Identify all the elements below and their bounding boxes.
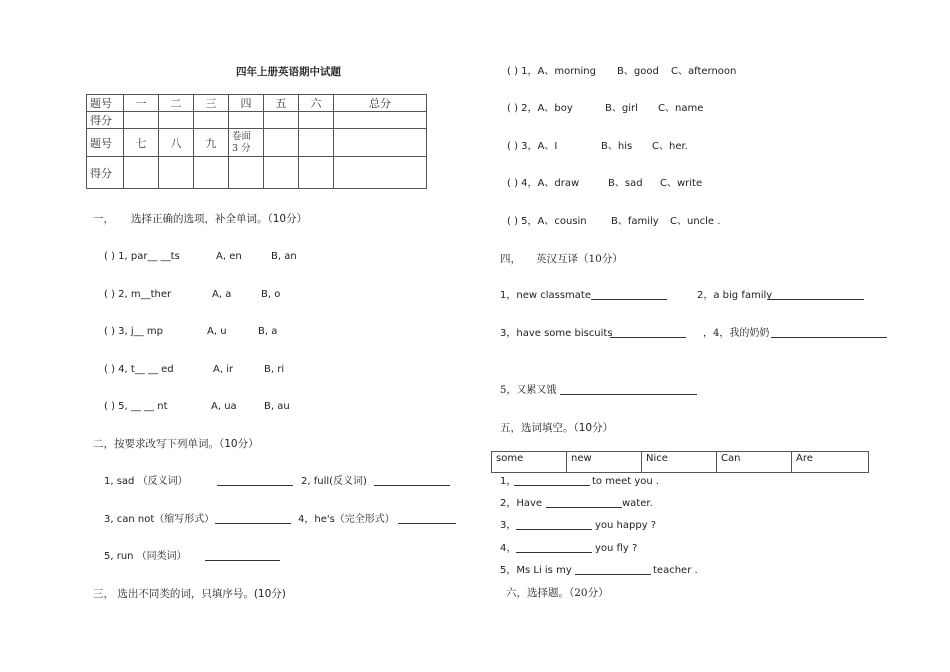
s4-q4-blank[interactable] [771, 328, 887, 338]
score-table [86, 94, 427, 189]
s5-q5-blank[interactable] [575, 565, 651, 575]
s3-q2-option-a: ( ) 2，A、boy [507, 103, 573, 114]
score-cell [299, 129, 334, 157]
score-cell: 七 [124, 129, 159, 157]
word-bank-cell: Can [717, 452, 792, 473]
s1-q5-option-b: B, au [264, 401, 290, 412]
s3-q1-option-c: C、afternoon [671, 66, 737, 77]
s4-q1-blank[interactable] [591, 290, 667, 300]
word-bank-table [491, 451, 869, 473]
score-cell [264, 112, 299, 129]
word-bank-cell: some [492, 452, 567, 473]
s1-q3-stem: ( ) 3, j__ mp [104, 326, 163, 337]
s4-q2: 2，a big family [697, 290, 773, 301]
s1-q2-option-a: A, a [212, 289, 232, 300]
s5-q1-prefix: 1， [500, 476, 517, 487]
s3-q1-option-a: ( ) 1，A、morning [507, 66, 596, 77]
section1-number: 一， [93, 213, 114, 225]
section3-heading: 三， 选出不同类的词，只填序号。(10分) [93, 588, 286, 600]
score-cell: 一 [124, 95, 159, 112]
s3-q1-option-b: B、good [617, 66, 659, 77]
score-table-row [87, 129, 427, 157]
s3-q4-option-a: ( ) 4，A、draw [507, 178, 580, 189]
s1-q1-option-b: B, an [271, 251, 297, 262]
s2-q3: 3, can not（缩写形式） [104, 514, 215, 525]
s4-q2-blank[interactable] [769, 290, 864, 300]
s5-q5-suffix: teacher . [653, 565, 698, 576]
score-cell [299, 112, 334, 129]
score-cell [124, 112, 159, 129]
s3-q4-option-c: C、write [660, 178, 703, 189]
s3-q5-option-a: ( ) 5，A、cousin [507, 216, 587, 227]
score-cell: 五 [264, 95, 299, 112]
s2-q2-blank[interactable] [374, 476, 450, 486]
score-cell [264, 157, 299, 189]
score-cell: 总分 [334, 95, 427, 112]
score-cell [229, 112, 264, 129]
s2-q4: 4，he's（完全形式） [298, 514, 395, 525]
s2-q1-blank[interactable] [217, 476, 293, 486]
section2-heading: 二，按要求改写下列单词。（10分） [93, 438, 259, 450]
s1-q2-stem: ( ) 2, m__ther [104, 289, 172, 300]
section4-heading: 英汉互译（10分） [536, 253, 623, 265]
score-cell [194, 112, 229, 129]
score-cell [264, 129, 299, 157]
section4-number: 四， [500, 253, 521, 265]
section6-heading: 六，选择题。（20分） [506, 587, 609, 599]
s2-q2: 2, full(反义词) [301, 476, 367, 487]
s5-q2-prefix: 2，Have [500, 498, 543, 509]
s5-q4-prefix: 4， [500, 543, 517, 554]
score-table-row [87, 112, 427, 129]
s4-q5-blank[interactable] [560, 385, 697, 395]
s1-q2-option-b: B, o [261, 289, 281, 300]
s1-q3-option-b: B, a [258, 326, 278, 337]
s5-q4-suffix: you fly ? [595, 543, 638, 554]
s4-q4: ，4，我的奶奶 [703, 328, 770, 339]
s1-q4-option-a: A, ir [213, 364, 234, 375]
s5-q1-blank[interactable] [514, 476, 590, 486]
s3-q5-option-c: C、uncle . [670, 216, 721, 227]
score-cell [194, 157, 229, 189]
s5-q4-blank[interactable] [516, 543, 592, 553]
juanmian-line2: 3 分 [232, 142, 251, 154]
s2-q3-blank[interactable] [215, 514, 291, 524]
s4-q5: 5，又累又饿 [500, 385, 557, 396]
score-cell: 得分 [87, 112, 124, 129]
score-cell-juanmian [229, 129, 264, 157]
s1-q5-stem: ( ) 5, __ __ nt [104, 401, 168, 412]
s1-q1-stem: ( ) 1, par__ __ts [104, 251, 180, 262]
s5-q2-blank[interactable] [546, 498, 622, 508]
page-title: 四年上册英语期中试题 [236, 66, 341, 78]
s4-q3-blank[interactable] [610, 328, 686, 338]
s2-q4-blank[interactable] [398, 514, 456, 524]
s1-q1-option-a: A, en [216, 251, 242, 262]
score-cell [229, 157, 264, 189]
s3-q3-option-b: B、his [601, 141, 633, 152]
s5-q2-suffix: water. [622, 498, 653, 509]
section5-heading: 五，选词填空。（10分） [500, 422, 614, 434]
s5-q3-suffix: you happy ? [595, 520, 657, 531]
juanmian-line1: 卷面 [232, 130, 252, 142]
score-cell: 题号 [87, 95, 124, 112]
score-table-row [87, 157, 427, 189]
score-table-header-row [87, 95, 427, 112]
score-cell: 三 [194, 95, 229, 112]
score-cell [159, 157, 194, 189]
score-cell: 四 [229, 95, 264, 112]
s3-q3-option-a: ( ) 3，A、I [507, 141, 558, 152]
score-cell: 题号 [87, 129, 124, 157]
s3-q2-option-b: B、girl [605, 103, 638, 114]
s1-q3-option-a: A, u [207, 326, 227, 337]
score-cell [159, 112, 194, 129]
s2-q5: 5, run （同类词） [104, 551, 187, 562]
s1-q4-option-b: B, ri [264, 364, 285, 375]
section1-heading: 选择正确的选项，补全单词。（10分） [131, 213, 308, 225]
score-cell: 九 [194, 129, 229, 157]
s5-q3-prefix: 3， [500, 520, 517, 531]
score-cell [334, 129, 427, 157]
s3-q3-option-c: C、her. [652, 141, 688, 152]
score-cell [334, 157, 427, 189]
score-cell: 得分 [87, 157, 124, 189]
s2-q5-blank[interactable] [205, 551, 280, 561]
s5-q1-suffix: to meet you . [592, 476, 660, 487]
s1-q5-option-a: A, ua [211, 401, 237, 412]
s3-q5-option-b: B、family [611, 216, 659, 227]
s2-q1: 1, sad （反义词） [104, 476, 188, 487]
score-cell [299, 157, 334, 189]
s5-q3-blank[interactable] [516, 520, 592, 530]
s3-q2-option-c: C、name [658, 103, 704, 114]
score-cell: 二 [159, 95, 194, 112]
s5-q5-prefix: 5，Ms Li is my [500, 565, 572, 576]
word-bank-cell: Nice [642, 452, 717, 473]
score-cell: 六 [299, 95, 334, 112]
s4-q3: 3，have some biscuits [500, 328, 613, 339]
score-cell: 八 [159, 129, 194, 157]
word-bank-cell: new [567, 452, 642, 473]
s4-q1: 1，new classmate [500, 290, 591, 301]
word-bank-cell: Are [792, 452, 869, 473]
score-cell [124, 157, 159, 189]
s3-q4-option-b: B、sad [608, 178, 643, 189]
score-cell [334, 112, 427, 129]
s1-q4-stem: ( ) 4, t__ __ ed [104, 364, 174, 375]
